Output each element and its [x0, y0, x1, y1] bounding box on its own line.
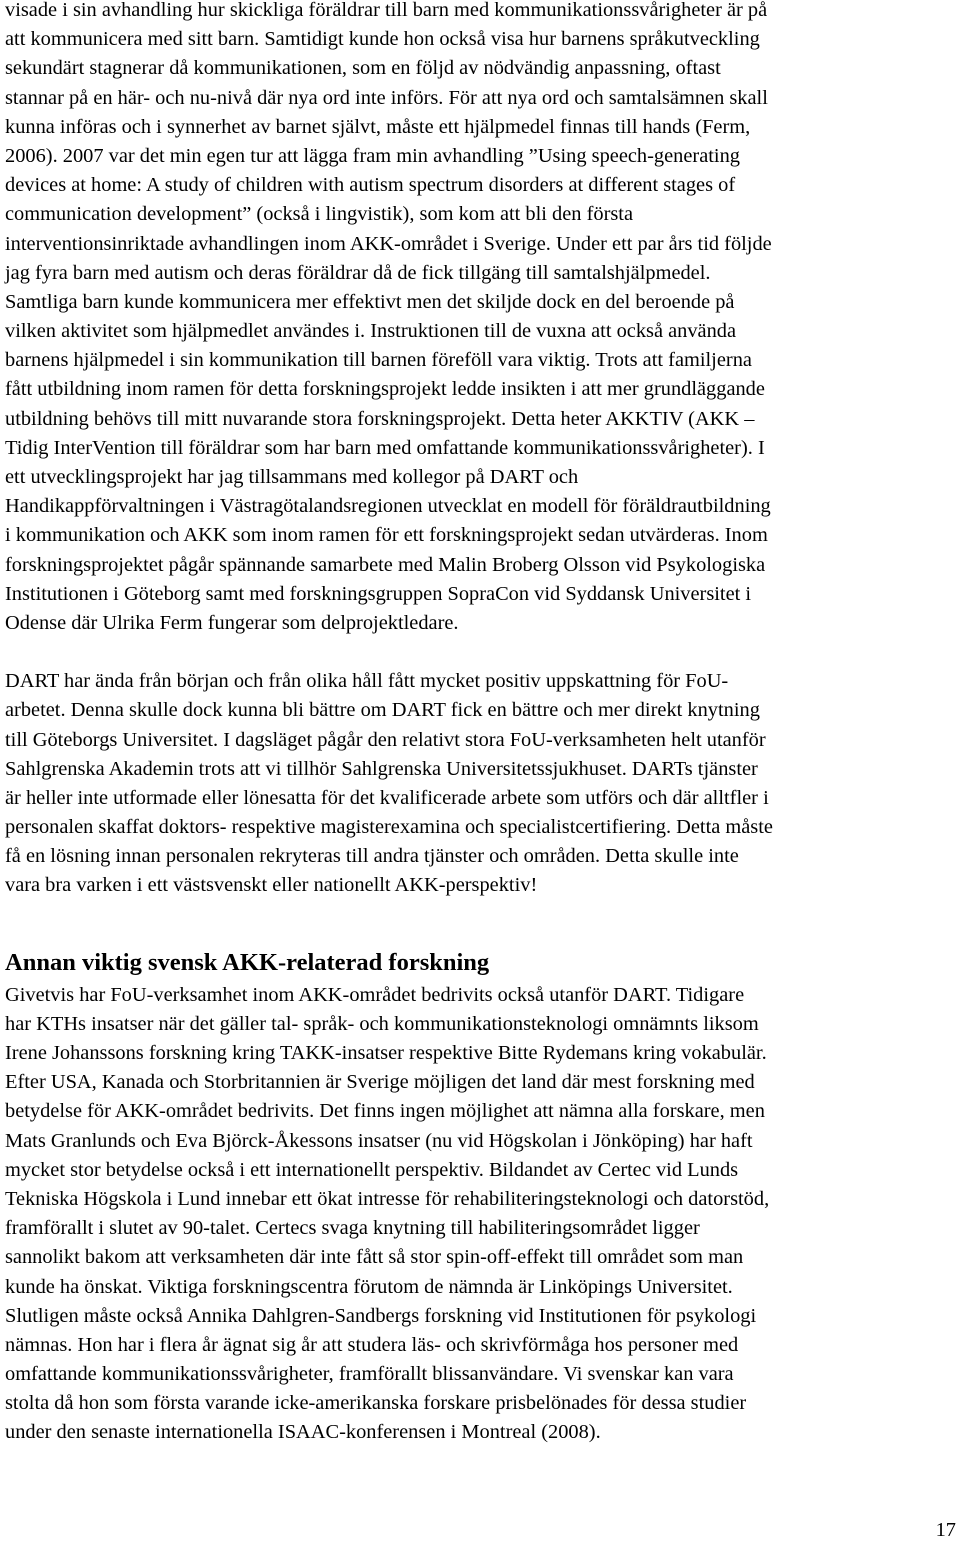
text-line: kunna införas och i synnerhet av barnet självt, måste ett hjälpmedel finnas till hands (Ferm, [5, 115, 751, 138]
text-line: devices at home: A study of children with autism spectrum disorders at different stages of [5, 174, 736, 197]
text-line: ett utvecklingsprojekt har jag tillsammans med kollegor på DART och [5, 466, 579, 488]
text-line: få en lösning innan personalen rekryteras till andra tjänster och områden. Detta skulle inte [5, 845, 739, 868]
text-line: interventionsinriktade avhandlingen inom AKK-området i Sverige. Under ett par års tid följde [5, 232, 772, 255]
page-number: 17 [935, 1519, 956, 1541]
text-line: Institutionen i Göteborg samt med forskningsgruppen SopraCon vid Syddansk Universitet i [5, 582, 752, 605]
text-line: Mats Granlunds och Eva Björck-Åkessons insatser (nu vid Högskolan i Jönköping) har haft [5, 1129, 753, 1152]
text-line: sannolikt bakom att verksamheten där inte fått så stor spin-off-effekt till området som man [5, 1246, 744, 1269]
text-line: nämnas. Hon har i flera år ägnat sig år att studera läs- och skrivförmåga hos personer med [5, 1333, 739, 1356]
text-line: stolta då hon som första varande icke-amerikanska forskare prisbelönades för dessa studier [5, 1392, 747, 1415]
text-line: communication development” (också i lingvistik), som kom att bli den första [5, 203, 634, 226]
text-line: Irene Johanssons forskning kring TAKK-insatser respektive Bitte Rydemans kring vokabulär. [5, 1042, 767, 1064]
text-line: arbetet. Denna skulle dock kunna bli bättre om DART fick en bättre och mer direkt knytning [5, 699, 760, 722]
text-line: Odense där Ulrika Ferm fungerar som delprojektledare. [5, 611, 459, 634]
text-line: Handikappförvaltningen i Västragötalandsregionen utvecklat en modell för föräldrautbildning [5, 495, 771, 518]
text-line: betydelse för AKK-området bedrivits. Det finns ingen möjlighet att nämna alla forskare, men [5, 1100, 765, 1123]
paragraph-dart-research [5, 0, 955, 638]
text-line: Samtliga barn kunde kommunicera mer effektivt men det skiljde dock en del beroende på [5, 290, 735, 313]
text-line: Tekniska Högskola i Lund innebar ett ökat intresse för rehabiliteringsteknologi och datorstöd, [5, 1187, 770, 1210]
text-line: är heller inte utformade eller lönesatta för det kvalificerade arbete som utförs och där alltfler i [5, 786, 769, 809]
paragraph-spacer [5, 638, 955, 667]
section-heading: Annan viktig svensk AKK-relaterad forskning [5, 948, 490, 976]
text-line: barnens hjälpmedel i sin kommunikation till barnen föreföll vara viktig. Trots att familjerna [5, 349, 752, 372]
text-line: att kommunicera med sitt barn. Samtidigt kunde hon också visa hur barnens språkutveckling [5, 28, 760, 51]
paragraph-dart-appreciation [5, 667, 955, 901]
text-line: till Göteborgs Universitet. I dagsläget pågår den relativt stora FoU-verksamheten helt utanför [5, 728, 766, 751]
document-page [5, 0, 955, 1448]
text-line: visade i sin avhandling hur skickliga föräldrar till barn med kommunikationssvårigheter är på [5, 0, 768, 21]
text-line: under den senaste internationella ISAAC-konferensen i Montreal (2008). [5, 1421, 601, 1444]
paragraph-spacer [5, 901, 955, 945]
text-line: fått utbildning inom ramen för detta forskningsprojekt ledde insikten i att mer grundläggande [5, 378, 765, 401]
text-line: DART har ända från början och från olika håll fått mycket positiv uppskattning för FoU- [5, 670, 729, 693]
text-line: utbildning behövs till mitt nuvarande stora forskningsprojekt. Detta heter AKKTIV (AKK – [5, 407, 755, 430]
text-line: har KTHs insatser när det gäller tal- språk- och kommunikationsteknologi omnämnts liksom [5, 1012, 759, 1035]
text-line: Sahlgrenska Akademin trots att vi tillhör Sahlgrenska Universitetssjukhuset. DARTs tjänster [5, 757, 758, 780]
text-line: 2006). 2007 var det min egen tur att lägga fram min avhandling ”Using speech-generating [5, 144, 740, 167]
text-line: Efter USA, Kanada och Storbritannien är Sverige möjligen det land där mest forskning med [5, 1071, 755, 1094]
text-line: Givetvis har FoU-verksamhet inom AKK-området bedrivits också utanför DART. Tidigare [5, 983, 745, 1006]
text-line: i kommunikation och AKK som inom ramen för ett forskningsprojekt sedan utvärderas. Inom [5, 524, 768, 547]
text-line: stannar på en här- och nu-nivå där nya ord inte införs. För att nya ord och samtalsämnen skall [5, 86, 768, 109]
text-line: sekundärt stagnerar då kommunikationen, som en följd av nödvändig anpassning, oftast [5, 57, 721, 80]
text-line: vara bra varken i ett västsvenskt eller nationellt AKK-perspektiv! [5, 874, 538, 897]
text-line: Slutligen måste också Annika Dahlgren-Sandbergs forskning vid Institutionen för psykologi [5, 1304, 757, 1327]
text-line: kunde ha önskat. Viktiga forskningscentra förutom de nämnda är Linköpings Universitet. [5, 1275, 733, 1298]
text-line: framförallt i slutet av 90-talet. Certecs svaga knytning till habiliteringsområdet ligger [5, 1217, 700, 1240]
text-line: jag fyra barn med autism och deras föräldrar då de fick tillgäng till samtalshjälpmedel. [5, 261, 711, 284]
text-line: omfattande kommunikationssvårigheter, framförallt blissanvändare. Vi svenskar kan vara [5, 1363, 734, 1386]
text-line: Tidig InterVention till föräldrar som har barn med omfattande kommunikationssvårigheter). I [5, 436, 765, 459]
paragraph-swedish-research [5, 981, 955, 1448]
text-line: vilken aktivitet som hjälpmedlet användes i. Instruktionen till de vuxna att också använda [5, 320, 737, 343]
text-line: personalen skaffat doktors- respektive magisterexamina och specialistcertifiering. Detta måste [5, 816, 773, 839]
text-line: mycket stor betydelse också i ett internationellt perspektiv. Bildandet av Certec vid Lunds [5, 1158, 739, 1181]
text-line: forskningsprojektet pågår spännande samarbete med Malin Broberg Olsson vid Psykologiska [5, 553, 766, 576]
